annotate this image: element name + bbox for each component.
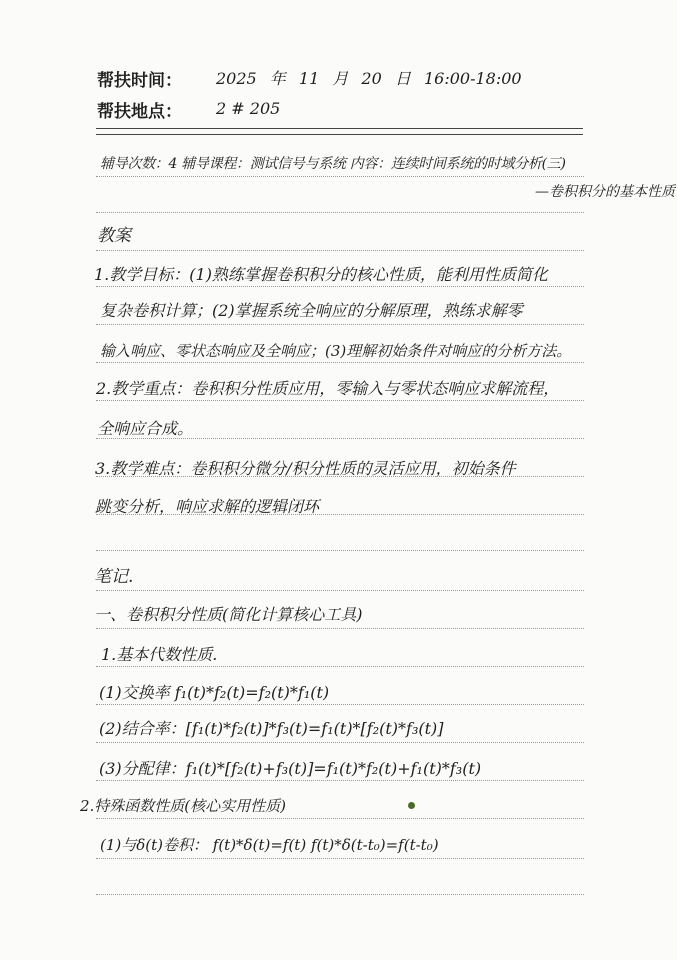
- plan-line: 2.教学重点：卷积积分性质应用，零输入与零状态响应求解流程，: [96, 379, 560, 398]
- notes-heading: 笔记.: [94, 567, 134, 587]
- plan-line: 输入响应、零状态响应及全响应；(3)理解初始条件对响应的分析方法。: [100, 342, 572, 360]
- help-place-value: 2 # 205: [216, 99, 281, 118]
- notes-line: (1)与δ(t)卷积： f(t)*δ(t)=f(t) f(t)*δ(t-t₀)=f(t-t₀): [100, 836, 439, 854]
- notes-line: (3)分配律：f₁(t)*[f₂(t)+f₃(t)]=f₁(t)*f₂(t)+f₁(t)*f₃(t): [99, 759, 482, 778]
- notes-line: (2)结合率：[f₁(t)*f₂(t)]*f₃(t)=f₁(t)*[f₂(t)*f₃(t)]: [99, 719, 444, 738]
- ruled-line: [96, 400, 584, 401]
- ruled-line: [96, 514, 584, 515]
- ruled-line: [96, 176, 584, 177]
- ruled-line: [96, 818, 584, 819]
- notes-line: 1.基本代数性质.: [101, 645, 218, 664]
- header-rule: [96, 128, 583, 129]
- session-topic: —卷积积分的基本性质: [535, 184, 675, 200]
- ruled-line: [96, 324, 584, 325]
- notes-line: (1)交换率 f₁(t)*f₂(t)=f₂(t)*f₁(t): [99, 683, 330, 702]
- ruled-line: [96, 250, 584, 251]
- ruled-line: [96, 438, 584, 439]
- ink-blot: [408, 802, 415, 809]
- ruled-line: [96, 286, 584, 287]
- ruled-line: [96, 742, 584, 743]
- teaching-plan-heading: 教案: [97, 226, 131, 246]
- help-place-label: 帮扶地点：: [97, 102, 182, 122]
- plan-line: 3.教学难点：卷积积分微分/积分性质的灵活应用，初始条件: [95, 459, 516, 478]
- help-time-label: 帮扶时间：: [97, 71, 182, 91]
- help-time-value: 2025 年 11 月 20 日 16:00-18:00: [216, 69, 522, 88]
- session-info: 辅导次数：4 辅导课程：测试信号与系统 内容：连续时间系统的时域分析(三): [100, 156, 566, 172]
- ruled-line: [96, 590, 584, 591]
- plan-line: 跳变分析，响应求解的逻辑闭环: [95, 497, 320, 516]
- plan-line: 1.教学目标：(1)熟练掌握卷积积分的核心性质，能利用性质简化: [94, 265, 548, 284]
- ruled-line: [96, 704, 584, 705]
- ruled-line: [96, 550, 584, 551]
- notes-line: 2.特殊函数性质(核心实用性质): [80, 797, 287, 815]
- ruled-line: [96, 894, 584, 895]
- header-rule: [96, 134, 583, 135]
- ruled-line: [96, 780, 584, 781]
- plan-line: 全响应合成。: [97, 419, 194, 438]
- ruled-line: [96, 666, 584, 667]
- plan-line: 复杂卷积计算；(2)掌握系统全响应的分解原理，熟练求解零: [100, 301, 523, 320]
- ruled-line: [96, 476, 584, 477]
- ruled-line: [96, 858, 584, 859]
- ruled-line: [96, 628, 584, 629]
- ruled-line: [96, 362, 584, 363]
- ruled-line: [96, 212, 584, 213]
- notes-line: 一、卷积积分性质(简化计算核心工具): [94, 605, 363, 624]
